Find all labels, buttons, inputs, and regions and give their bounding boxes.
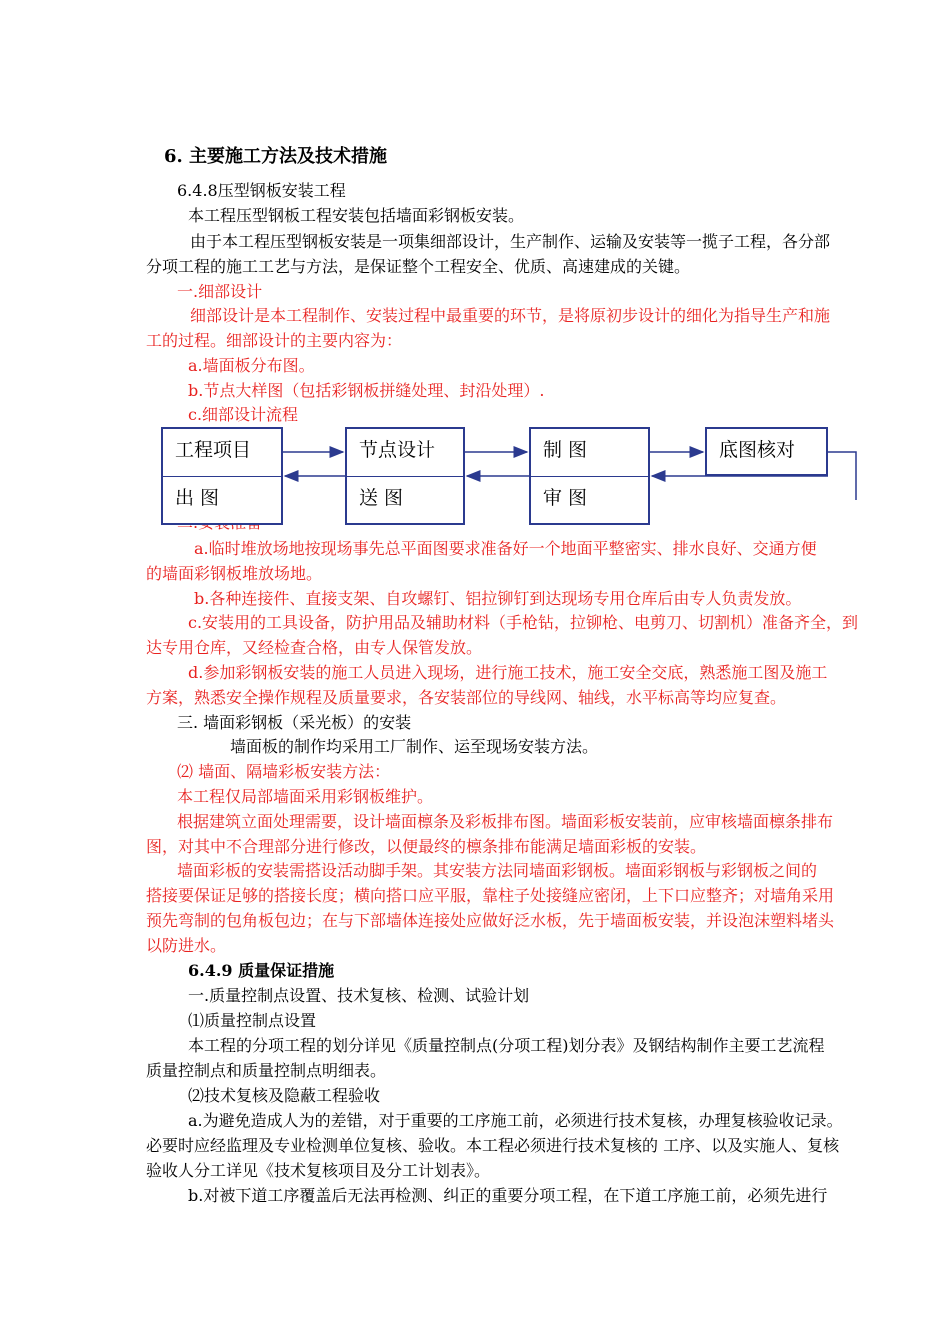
s649-item-1-1: ⑴质量控制点设置 — [188, 1011, 317, 1030]
part1-paragraph-line-2: 工的过程。细部设计的主要内容为： — [146, 331, 403, 350]
part1-item-c: c.细部设计流程 — [188, 405, 299, 424]
part2-item-c-line-1: c.安装用的工具设备，防护用品及辅助材料（手枪钻，拉铆枪、电剪刀、切割机）准备齐全，到 — [188, 613, 859, 632]
part2-item-a-line-2: 的墙面彩钢板堆放场地。 — [146, 564, 323, 583]
part3-sub2-paragraph-3-line-4: 以防进水。 — [146, 936, 227, 955]
part1-title: 一.细部设计 — [177, 282, 263, 301]
flow-box-3-top: 制 图 — [543, 439, 588, 461]
part1-paragraph-line-1: 细部设计是本工程制作、安装过程中最重要的环节，是将原初步设计的细化为指导生产和施 — [190, 306, 831, 325]
part3-paragraph: 墙面板的制作均采用工厂制作、运至现场安装方法。 — [230, 737, 599, 756]
part3-sub2-paragraph-2-line-1: 根据建筑立面处理需要，设计墙面檩条及彩板排布图。墙面彩板安装前，应审核墙面檩条排布 — [177, 812, 834, 831]
s649-item-a-line-1: a.为避免造成人为的差错，对于重要的工序施工前，必须进行技术复核，办理复核验收记录。 — [188, 1111, 843, 1130]
part3-sub2-title: ⑵ 墙面、隔墙彩板安装方法： — [177, 762, 391, 781]
intro-paragraph-1: 本工程压型钢板工程安装包括墙面彩钢板安装。 — [188, 206, 525, 225]
flow-box-2-bottom: 送 图 — [359, 487, 404, 509]
s649-item-1: 一.质量控制点设置、技术复核、检测、试验计划 — [188, 986, 530, 1005]
return-connector — [828, 452, 856, 500]
flow-box-2-top: 节点设计 — [359, 439, 436, 461]
subsection-648-title: 6.4.8压型钢板安装工程 — [177, 181, 346, 200]
part1-item-a: a.墙面板分布图。 — [188, 356, 315, 375]
part2-item-d-line-2: 方案，熟悉安全操作规程及质量要求，各安装部位的导线网、轴线，水平标高等均应复查。 — [146, 688, 787, 707]
intro-paragraph-2-line-1: 由于本工程压型钢板安装是一项集细部设计，生产制作、运输及安装等一揽子工程，各分部 — [190, 232, 831, 251]
section-title: 6. 主要施工方法及技术措施 — [164, 146, 388, 167]
s649-item-1-2: ⑵技术复核及隐蔽工程验收 — [188, 1086, 381, 1105]
part3-sub2-paragraph-3-line-2: 搭接要保证足够的搭接长度；横向搭口应平服，靠柱子处接缝应密闭，上下口应整齐；对墙角采用 — [146, 886, 835, 905]
part3-sub2-paragraph-2-line-2: 图，对其中不合理部分进行修改，以便最终的檩条排布能满足墙面彩板的安装。 — [146, 837, 707, 856]
flow-box-3-bottom: 审 图 — [543, 487, 588, 509]
part3-sub2-paragraph-3-line-1: 墙面彩板的安装需搭设活动脚手架。其安装方法同墙面彩钢板。墙面彩钢板与彩钢板之间的 — [177, 861, 818, 880]
flow-box-1-bottom: 出 图 — [175, 487, 220, 509]
s649-item-1-1-paragraph-line-2: 质量控制点和质量控制点明细表。 — [146, 1061, 387, 1080]
s649-item-b-line-1: b.对被下道工序覆盖后无法再检测、纠正的重要分项工程，在下道工序施工前，必须先进行 — [188, 1186, 828, 1205]
s649-item-a-line-2: 必要时应经监理及专业检测单位复核、验收。本工程必须进行技术复核的 工序、以及实施人、复核 — [146, 1136, 840, 1155]
part3-sub2-paragraph-1: 本工程仅局部墙面采用彩钢板维护。 — [177, 787, 434, 806]
s649-item-a-line-3: 验收人分工详见《技术复核项目及分工计划表》。 — [146, 1161, 491, 1180]
part3-sub2-paragraph-3-line-3: 预先弯制的包角板包边；在与下部墙体连接处应做好泛水板，先于墙面板安装，并设泡沫塑料堵头 — [146, 911, 835, 930]
part2-item-d-line-1: d.参加彩钢板安装的施工人员进入现场，进行施工技术，施工安全交底，熟悉施工图及施工 — [188, 663, 828, 682]
s649-item-1-1-paragraph-line-1: 本工程的分项工程的划分详见《质量控制点(分项工程)划分表》及钢结构制作主要工艺流程 — [188, 1036, 825, 1055]
part2-item-b: b.各种连接件、直接支架、自攻螺钉、铝拉铆钉到达现场专用仓库后由专人负责发放。 — [194, 589, 802, 608]
part2-item-c-line-2: 达专用仓库，又经检查合格，由专人保管发放。 — [146, 638, 483, 657]
part2-item-a-line-1: a.临时堆放场地按现场事先总平面图要求准备好一个地面平整密实、排水良好、交通方便 — [194, 539, 817, 558]
part1-item-b: b.节点大样图（包括彩钢板拼缝处理、封沿处理）. — [188, 381, 545, 400]
part3-title: 三. 墙面彩钢板（采光板）的安装 — [177, 713, 412, 732]
subsection-649-title: 6.4.9 质量保证措施 — [188, 961, 335, 980]
flow-box-4-top: 底图核对 — [719, 439, 796, 461]
intro-paragraph-2-line-2: 分项工程的施工工艺与方法，是保证整个工程安全、优质、高速建成的关键。 — [146, 257, 691, 276]
flow-box-1-top: 工程项目 — [175, 439, 252, 461]
